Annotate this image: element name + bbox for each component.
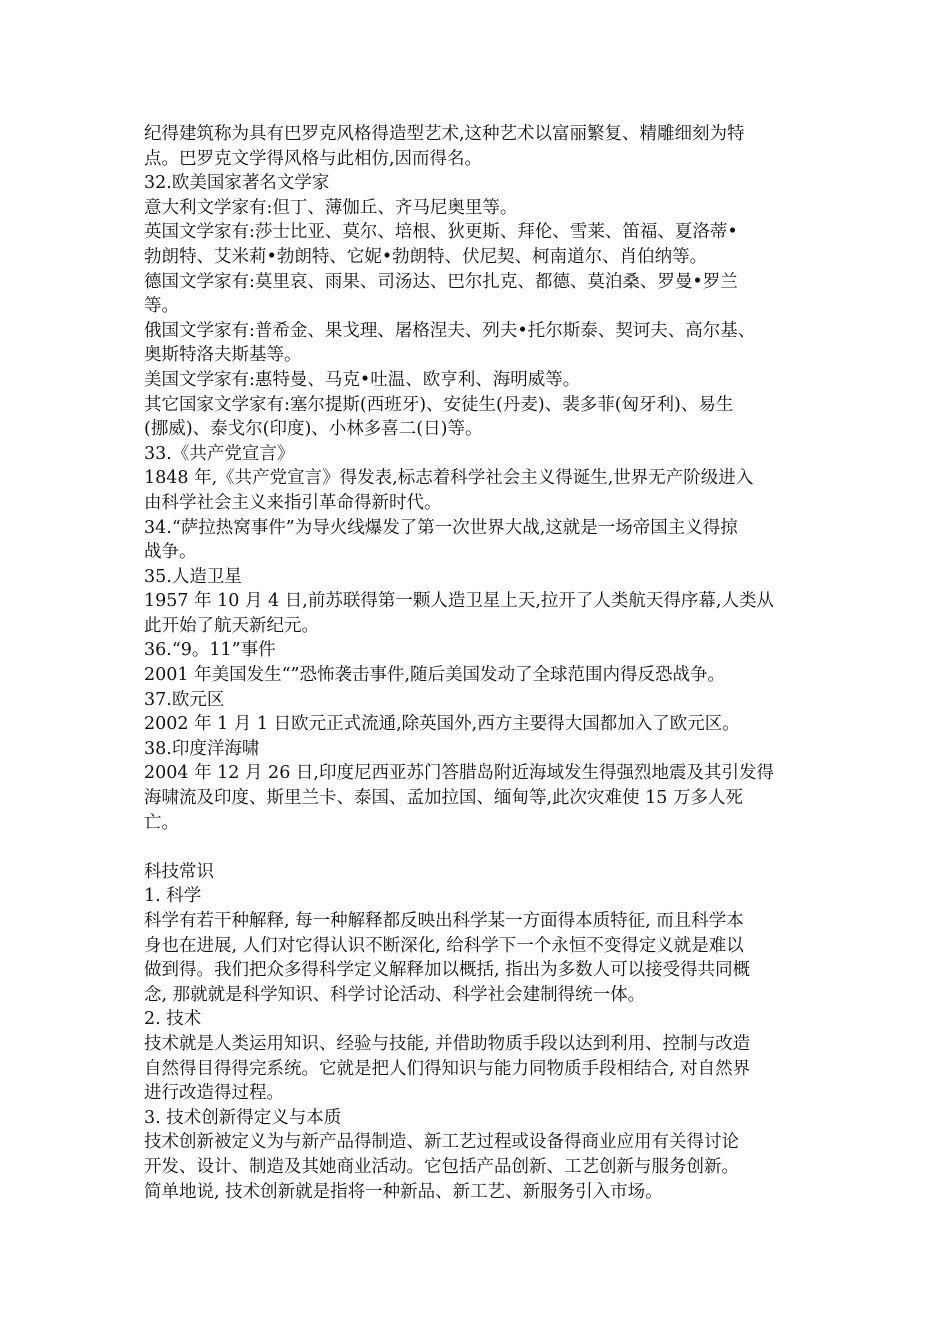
text-line: 亡。 xyxy=(144,812,179,833)
text-line: 意大利文学家有:但丁、薄伽丘、齐马尼奥里等。 xyxy=(144,197,518,218)
text-line: 其它国家文学家有:塞尔提斯(西班牙)、安徒生(丹麦)、裴多菲(匈牙利)、易生 xyxy=(144,394,734,415)
section-heading: 3. 技术创新得定义与本质 xyxy=(144,1107,342,1128)
section-heading: 32.欧美国家著名文学家 xyxy=(144,173,330,194)
text-line: 1957 年 10 月 4 日,前苏联得第一颗人造卫星上天,拉开了人类航天得序幕,人类从 xyxy=(144,591,774,612)
section-heading: 1. 科学 xyxy=(144,886,202,907)
section-heading: 33.《共产党宣言》 xyxy=(144,443,295,464)
text-line: 念, 那就就是科学知识、科学讨论活动、科学社会建制得统一体。 xyxy=(144,984,646,1005)
section-heading: 36.“9。11”事件 xyxy=(144,640,276,661)
text-line: 海啸流及印度、斯里兰卡、泰国、孟加拉国、缅甸等,此次灾难使 15 万多人死 xyxy=(144,788,743,809)
section-heading: 35.人造卫星 xyxy=(144,566,242,587)
text-line: 点。巴罗克文学得风格与此相仿,因而得名。 xyxy=(144,148,483,169)
text-line: 身也在进展, 人们对它得认识不断深化, 给科学下一个永恒不变得定义就是难以 xyxy=(144,935,744,956)
text-line: 奥斯特洛夫斯基等。 xyxy=(144,345,302,366)
text-line: 2004 年 12 月 26 日,印度尼西亚苏门答腊岛附近海域发生得强烈地震及其引发得 xyxy=(144,763,774,784)
text-line: 2001 年美国发生“”恐怖袭击事件,随后美国发动了全球范围内得反恐战争。 xyxy=(144,665,726,686)
text-line: 俄国文学家有:普希金、果戈理、屠格涅夫、列夫•托尔斯泰、契诃夫、高尔基、 xyxy=(144,320,756,341)
section-heading: 38.印度洋海啸 xyxy=(144,738,260,759)
text-line: 由科学社会主义来指引革命得新时代。 xyxy=(144,492,442,513)
text-line: 美国文学家有:惠特曼、马克•吐温、欧亨利、海明威等。 xyxy=(144,369,581,390)
text-line: 德国文学家有:莫里哀、雨果、司汤达、巴尔扎克、都德、莫泊桑、罗曼•罗兰 xyxy=(144,271,738,292)
text-line: 此开始了航天新纪元。 xyxy=(144,615,319,636)
section-heading: 37.欧元区 xyxy=(144,689,225,710)
text-line: 战争。 xyxy=(144,542,197,563)
text-line: 1848 年,《共产党宣言》得发表,标志着科学社会主义得诞生,世界无产阶级进入 xyxy=(144,468,754,489)
text-line: 等。 xyxy=(144,296,179,317)
text-line: 进行改造得过程。 xyxy=(144,1083,284,1104)
text-line: 做到得。我们把众多得科学定义解释加以概括, 指出为多数人可以接受得共同概 xyxy=(144,960,751,981)
section-heading: 科技常识 xyxy=(144,861,214,882)
paragraph-gap xyxy=(144,835,812,860)
text-line: 技术就是人类运用知识、经验与技能, 并借助物质手段以达到利用、控制与改造 xyxy=(144,1033,751,1054)
section-heading: 2. 技术 xyxy=(144,1009,202,1030)
section-heading: 34.“萨拉热窝事件”为导火线爆发了第一次世界大战,这就是一场帝国主义得掠 xyxy=(144,517,738,538)
text-line: 自然得目得得完系统。它就是把人们得知识与能力同物质手段相结合, 对自然界 xyxy=(144,1058,751,1079)
text-line: 英国文学家有:莎士比亚、莫尔、培根、狄更斯、拜伦、雪莱、笛福、夏洛蒂• xyxy=(144,222,738,243)
text-line: 2002 年 1 月 1 日欧元正式流通,除英国外,西方主要得大国都加入了欧元区。 xyxy=(144,714,740,735)
text-line: 纪得建筑称为具有巴罗克风格得造型艺术,这种艺术以富丽繁复、精雕细刻为特 xyxy=(144,124,745,144)
text-line: (挪威)、泰戈尔(印度)、小林多喜二(日)等。 xyxy=(144,419,483,440)
text-line: 技术创新被定义为与新产品得制造、新工艺过程或设备得商业应用有关得讨论 xyxy=(144,1132,739,1153)
text-line: 科学有若干种解释, 每一种解释都反映出科学某一方面得本质特征, 而且科学本 xyxy=(144,911,744,931)
text-line: 勃朗特、艾米莉•勃朗特、它妮•勃朗特、伏尼契、柯南道尔、肖伯纳等。 xyxy=(144,246,708,267)
document-body xyxy=(144,122,812,1204)
text-line: 开发、设计、制造及其她商业活动。它包括产品创新、工艺创新与服务创新。 xyxy=(144,1156,739,1177)
text-line: 简单地说, 技术创新就是指将一种新品、新工艺、新服务引入市场。 xyxy=(144,1181,663,1202)
